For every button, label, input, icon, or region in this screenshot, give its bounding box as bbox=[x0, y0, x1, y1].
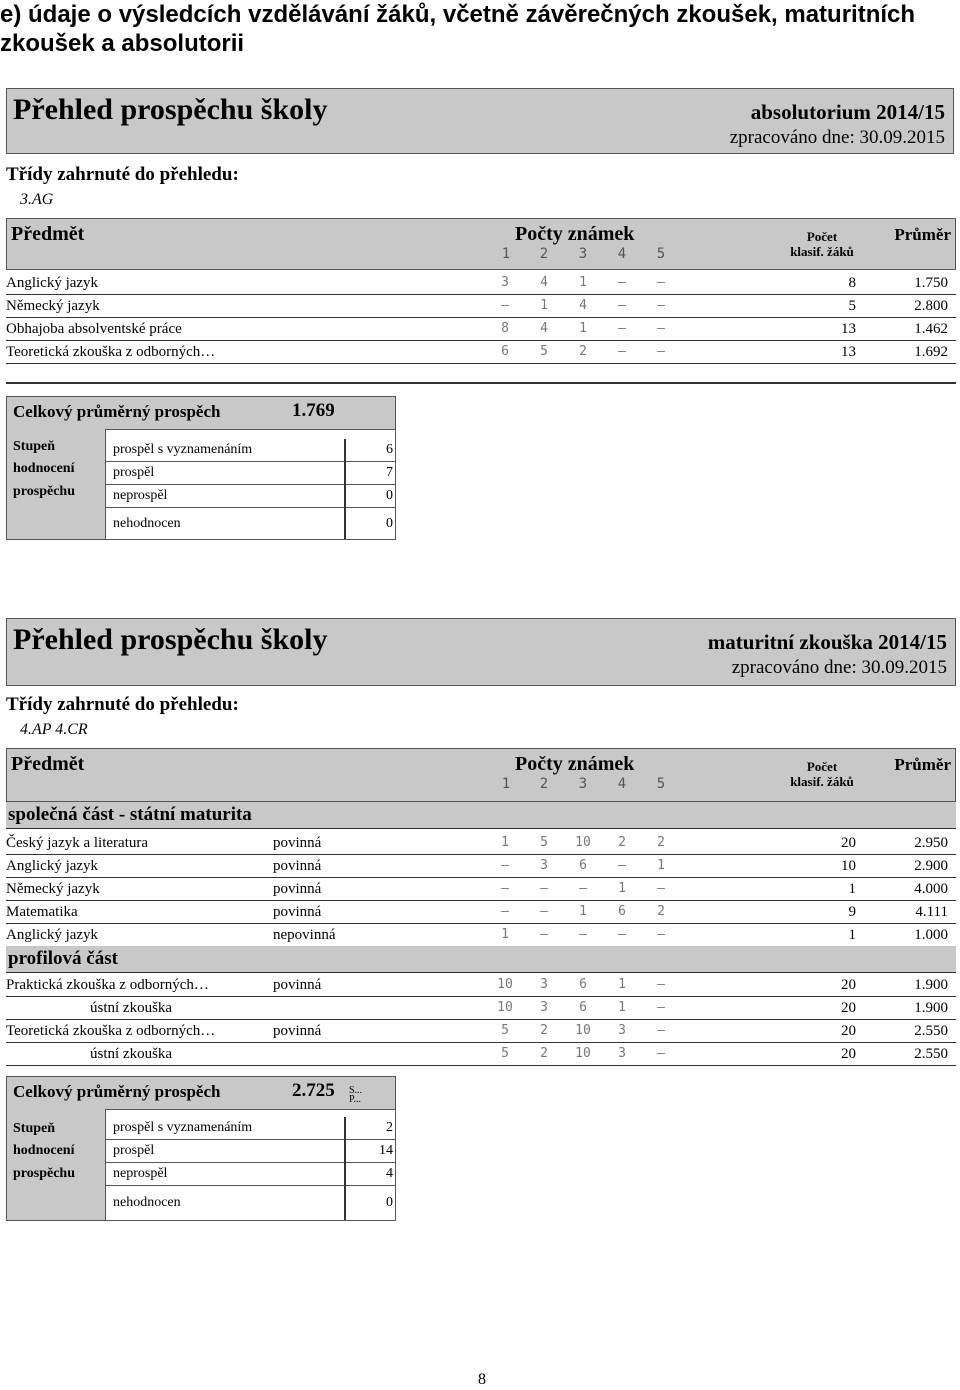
divider bbox=[6, 382, 956, 384]
row-average: 4.111 bbox=[915, 904, 948, 920]
row-average: 2.550 bbox=[914, 1023, 948, 1039]
grade-count: 4 bbox=[540, 321, 548, 336]
grade-count: 6 bbox=[579, 858, 587, 873]
grade-number: 4 bbox=[617, 246, 627, 262]
subject-kind: povinná bbox=[273, 1023, 322, 1039]
pupil-count: 20 bbox=[841, 1023, 856, 1039]
grade-count: 3 bbox=[618, 1046, 626, 1061]
stupen-label: Stupeň bbox=[13, 1121, 56, 1136]
page-number: 8 bbox=[478, 1371, 486, 1388]
grade-count: 8 bbox=[501, 321, 509, 336]
grade-number: 3 bbox=[578, 246, 588, 262]
average-header: Průměr bbox=[894, 225, 951, 244]
grade-level-row: prospěl 14 bbox=[106, 1140, 395, 1163]
grade-count: 6 bbox=[501, 344, 509, 359]
overall-value: 2.725 bbox=[292, 1080, 335, 1101]
grade-count: 2 bbox=[540, 1023, 548, 1038]
grade-count: 6 bbox=[579, 1000, 587, 1015]
grade-count: – bbox=[657, 1046, 665, 1061]
grade-count: 10 bbox=[497, 1000, 513, 1015]
table-row bbox=[6, 295, 956, 318]
pupil-count: 20 bbox=[841, 835, 856, 851]
table-header bbox=[6, 218, 956, 270]
overall-value: 1.769 bbox=[292, 400, 335, 421]
grade-count: – bbox=[618, 275, 626, 290]
report-header bbox=[6, 618, 956, 686]
grade-number: 2 bbox=[539, 246, 549, 262]
pupil-count: 1 bbox=[848, 927, 856, 943]
grade-count: – bbox=[657, 977, 665, 992]
subject-name: Německý jazyk bbox=[6, 298, 100, 314]
grade-count: – bbox=[657, 1000, 665, 1015]
overall-label: Celkový průměrný prospěch bbox=[13, 1082, 221, 1101]
grade-level-row: prospěl s vyznamenáním 6 bbox=[106, 439, 395, 462]
count-header: Počet klasif. žáků bbox=[790, 229, 854, 259]
grade-count: – bbox=[618, 344, 626, 359]
grade-count: – bbox=[579, 881, 587, 896]
report-maturita bbox=[6, 618, 956, 1223]
report-type: absolutorium 2014/15 bbox=[750, 100, 945, 124]
grade-number: 1 bbox=[501, 776, 511, 792]
grade-count: 1 bbox=[657, 858, 665, 873]
overall-note: S... P... bbox=[349, 1085, 363, 1105]
table-row bbox=[6, 924, 956, 947]
grade-count: – bbox=[618, 321, 626, 336]
pupil-count: 20 bbox=[841, 977, 856, 993]
grade-count: 1 bbox=[579, 275, 587, 290]
grade-count: – bbox=[657, 881, 665, 896]
report-title: Přehled prospěchu školy bbox=[13, 623, 328, 656]
grade-count: – bbox=[657, 298, 665, 313]
grades-header: Počty známek bbox=[515, 223, 635, 245]
pupil-count: 1 bbox=[848, 881, 856, 897]
subject-name: ústní zkouška bbox=[90, 1046, 173, 1062]
table-row bbox=[6, 1020, 956, 1043]
grade-number: 3 bbox=[578, 776, 588, 792]
average-header: Průměr bbox=[894, 755, 951, 774]
grade-level-row: nehodnocen 0 bbox=[106, 1186, 395, 1219]
grade-count: 1 bbox=[579, 904, 587, 919]
table-row bbox=[6, 832, 956, 855]
subject-kind: povinná bbox=[273, 835, 322, 851]
section-header: profilová část bbox=[6, 946, 956, 973]
grade-count: 1 bbox=[618, 881, 626, 896]
grade-count: 2 bbox=[579, 344, 587, 359]
row-average: 1.692 bbox=[914, 344, 948, 360]
grade-level-row: nehodnocen 0 bbox=[106, 508, 395, 538]
pupil-count: 13 bbox=[841, 344, 856, 360]
subject-name: ústní zkouška bbox=[90, 1000, 173, 1016]
grade-count: 1 bbox=[579, 321, 587, 336]
subject-kind: povinná bbox=[273, 858, 322, 874]
grade-count: 3 bbox=[501, 275, 509, 290]
row-average: 1.750 bbox=[914, 275, 948, 291]
report-title: Přehled prospěchu školy bbox=[13, 93, 328, 126]
grade-count: – bbox=[657, 321, 665, 336]
grade-number: 4 bbox=[617, 776, 627, 792]
summary-box bbox=[6, 1076, 396, 1221]
subject-name: Teoretická zkouška z odborných… bbox=[6, 1023, 216, 1039]
count-header: Počet klasif. žáků bbox=[790, 759, 854, 789]
grade-count: 6 bbox=[579, 977, 587, 992]
pupil-count: 20 bbox=[841, 1000, 856, 1016]
summary-box bbox=[6, 396, 396, 540]
grade-count: – bbox=[540, 927, 548, 942]
subject-name: Anglický jazyk bbox=[6, 927, 99, 943]
subject-name: Německý jazyk bbox=[6, 881, 100, 897]
row-average: 1.900 bbox=[914, 1000, 948, 1016]
grade-number: 5 bbox=[656, 246, 666, 262]
processed-date: zpracováno dne: 30.09.2015 bbox=[729, 127, 945, 148]
grade-count: 10 bbox=[497, 977, 513, 992]
grade-count: 2 bbox=[657, 835, 665, 850]
report-type: maturitní zkouška 2014/15 bbox=[707, 630, 947, 654]
table-row bbox=[6, 974, 956, 997]
processed-date: zpracováno dne: 30.09.2015 bbox=[731, 657, 947, 678]
grade-count: – bbox=[657, 1023, 665, 1038]
pupil-count: 8 bbox=[848, 275, 856, 291]
grade-count: 2 bbox=[618, 835, 626, 850]
table-row bbox=[6, 341, 956, 364]
pupil-count: 10 bbox=[841, 858, 856, 874]
subject-name: Praktická zkouška z odborných… bbox=[6, 977, 209, 993]
classes-value: 3.AG bbox=[20, 191, 54, 208]
table-row bbox=[6, 901, 956, 924]
table-header bbox=[6, 748, 956, 802]
row-average: 2.950 bbox=[914, 835, 948, 851]
grade-count: – bbox=[657, 927, 665, 942]
grade-count: – bbox=[657, 275, 665, 290]
grade-count: – bbox=[501, 881, 509, 896]
grade-count: 5 bbox=[540, 835, 548, 850]
grade-count: – bbox=[618, 298, 626, 313]
subject-name: Teoretická zkouška z odborných… bbox=[6, 344, 216, 360]
table-row bbox=[6, 318, 956, 341]
grade-count: – bbox=[618, 858, 626, 873]
grade-count: – bbox=[657, 344, 665, 359]
stupen-label: Stupeň bbox=[13, 439, 56, 454]
grade-count: 2 bbox=[657, 904, 665, 919]
subject-name: Anglický jazyk bbox=[6, 858, 99, 874]
stupen-label: prospěchu bbox=[13, 484, 75, 499]
subject-header: Předmět bbox=[11, 753, 85, 775]
grade-count: – bbox=[501, 298, 509, 313]
page-heading: e) údaje o výsledcích vzdělávání žáků, včetně závěrečných zkoušek, maturitních zkoušek a absolutorii bbox=[0, 1, 916, 57]
grade-count: 1 bbox=[501, 927, 509, 942]
grade-count: 3 bbox=[618, 1023, 626, 1038]
row-average: 1.900 bbox=[914, 977, 948, 993]
grade-number: 5 bbox=[656, 776, 666, 792]
grade-count: 10 bbox=[575, 1023, 591, 1038]
grade-count: – bbox=[501, 858, 509, 873]
grade-count: 1 bbox=[618, 1000, 626, 1015]
grade-number: 1 bbox=[501, 246, 511, 262]
grade-count: – bbox=[618, 927, 626, 942]
grade-count: 5 bbox=[501, 1046, 509, 1061]
subject-kind: povinná bbox=[273, 977, 322, 993]
subject-kind: nepovinná bbox=[273, 927, 336, 943]
subject-name: Český jazyk a literatura bbox=[6, 835, 149, 851]
grade-count: 10 bbox=[575, 835, 591, 850]
report-header bbox=[6, 88, 954, 154]
table-row bbox=[6, 997, 956, 1020]
grade-count: 4 bbox=[579, 298, 587, 313]
grades-header: Počty známek bbox=[515, 753, 635, 775]
grade-count: 3 bbox=[540, 1000, 548, 1015]
subject-name: Obhajoba absolventské práce bbox=[6, 321, 182, 337]
classes-label: Třídy zahrnuté do přehledu: bbox=[6, 694, 239, 715]
grade-count: 10 bbox=[575, 1046, 591, 1061]
grade-count: 1 bbox=[501, 835, 509, 850]
stupen-label: prospěchu bbox=[13, 1166, 75, 1181]
pupil-count: 5 bbox=[848, 298, 856, 314]
row-average: 4.000 bbox=[914, 881, 948, 897]
classes-label: Třídy zahrnuté do přehledu: bbox=[6, 164, 239, 185]
row-average: 2.900 bbox=[914, 858, 948, 874]
report-absolutorium bbox=[6, 88, 956, 543]
subject-kind: povinná bbox=[273, 881, 322, 897]
grade-count: 3 bbox=[540, 858, 548, 873]
table-row bbox=[6, 272, 956, 295]
overall-label: Celkový průměrný prospěch bbox=[13, 402, 221, 421]
stupen-label: hodnocení bbox=[13, 1143, 75, 1158]
grade-count: – bbox=[540, 881, 548, 896]
subject-name: Matematika bbox=[6, 904, 78, 920]
grade-count: 3 bbox=[540, 977, 548, 992]
pupil-count: 20 bbox=[841, 1046, 856, 1062]
table-row bbox=[6, 878, 956, 901]
table-row bbox=[6, 1043, 956, 1066]
grade-level-row: prospěl 7 bbox=[106, 462, 395, 485]
grade-level-row: neprospěl 0 bbox=[106, 485, 395, 508]
grade-count: 2 bbox=[540, 1046, 548, 1061]
grade-count: 4 bbox=[540, 275, 548, 290]
subject-name: Anglický jazyk bbox=[6, 275, 99, 291]
stupen-label: hodnocení bbox=[13, 461, 75, 476]
table-row bbox=[6, 855, 956, 878]
grade-level-row: prospěl s vyznamenáním 2 bbox=[106, 1117, 395, 1140]
row-average: 2.800 bbox=[914, 298, 948, 314]
section-header: společná část - státní maturita bbox=[6, 802, 956, 829]
grade-count: – bbox=[579, 927, 587, 942]
grade-count: – bbox=[540, 904, 548, 919]
grade-count: 1 bbox=[618, 977, 626, 992]
grade-count: 6 bbox=[618, 904, 626, 919]
pupil-count: 13 bbox=[841, 321, 856, 337]
subject-header: Předmět bbox=[11, 223, 85, 245]
subject-kind: povinná bbox=[273, 904, 322, 920]
grade-level-row: neprospěl 4 bbox=[106, 1163, 395, 1186]
classes-value: 4.AP 4.CR bbox=[20, 721, 88, 738]
grade-count: 1 bbox=[540, 298, 548, 313]
grade-number: 2 bbox=[539, 776, 549, 792]
pupil-count: 9 bbox=[848, 904, 856, 920]
row-average: 1.000 bbox=[914, 927, 948, 943]
row-average: 2.550 bbox=[914, 1046, 948, 1062]
grade-count: – bbox=[501, 904, 509, 919]
row-average: 1.462 bbox=[914, 321, 948, 337]
grade-count: 5 bbox=[501, 1023, 509, 1038]
grade-count: 5 bbox=[540, 344, 548, 359]
